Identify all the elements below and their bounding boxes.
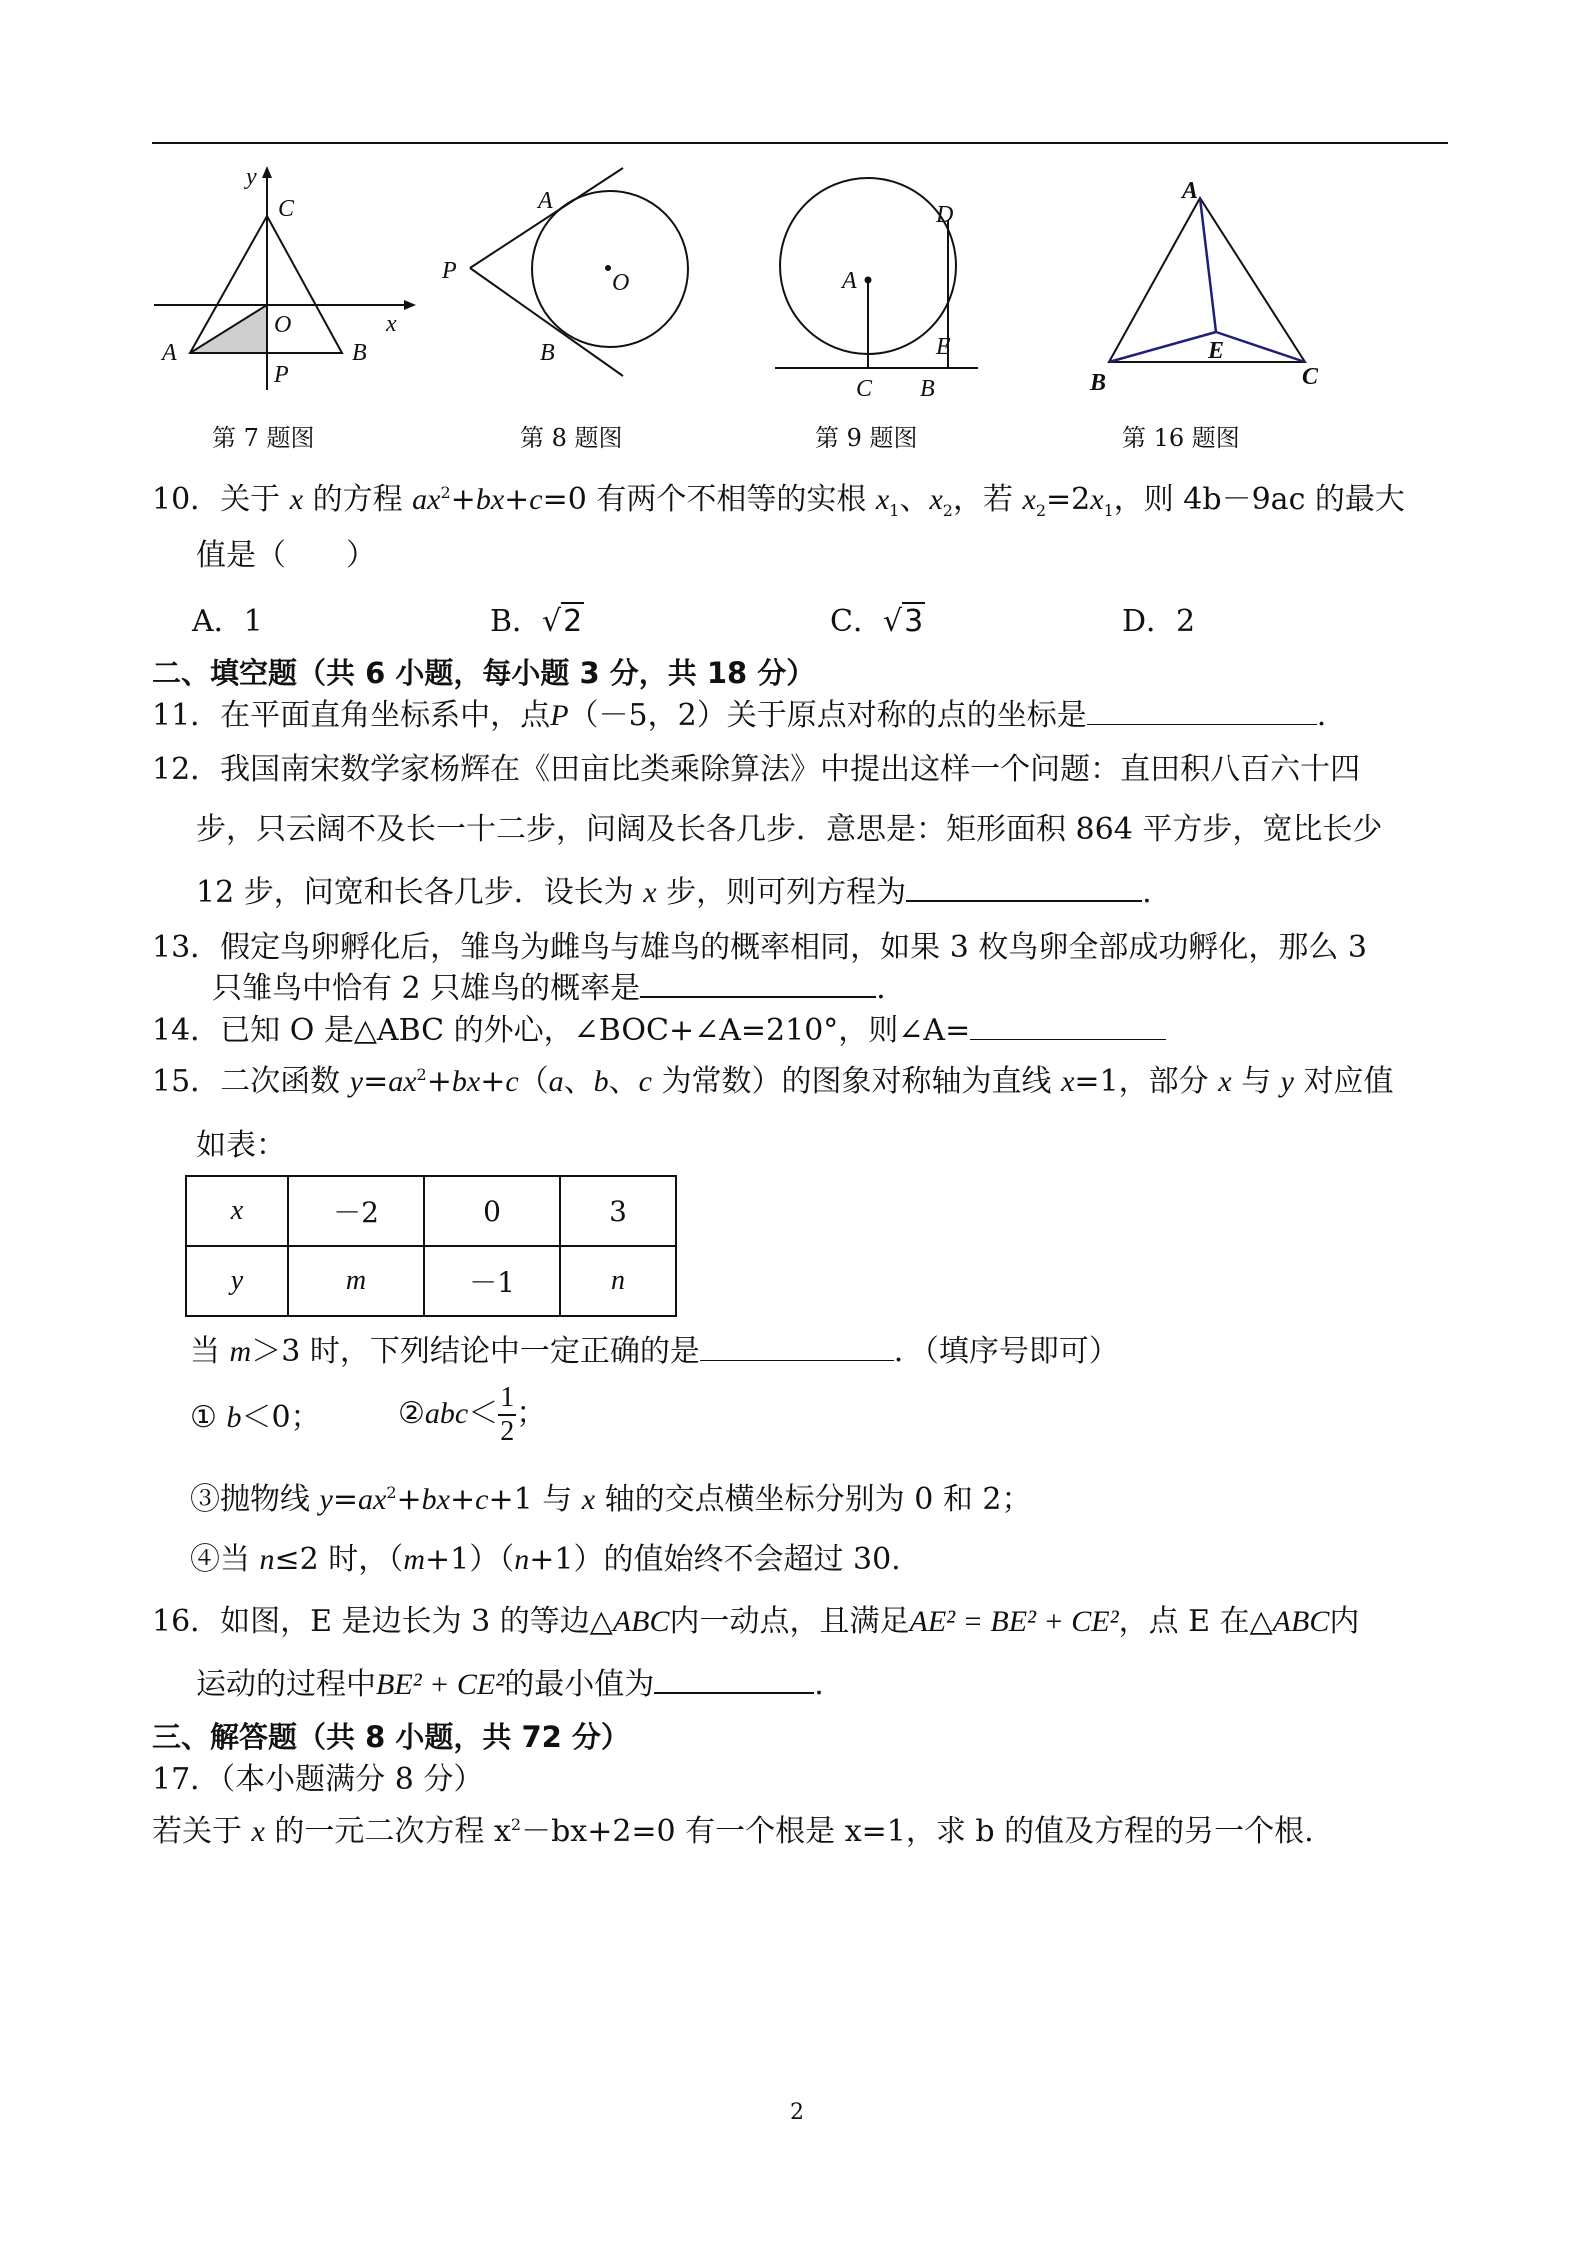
top-rule xyxy=(152,142,1448,144)
question-14: 14．已知 O 是△ABC 的外心，∠BOC+∠A=210°，则∠A= xyxy=(152,1013,1166,1049)
question-17-text: 若关于 x 的一元二次方程 $x^2-bx+2=0$ 有一个根是 x=1，求 b 的值及方程的另一个根. xyxy=(152,1814,1314,1849)
fig9-label-D: D xyxy=(936,202,954,228)
value-table xyxy=(185,1175,677,1317)
figure-8 xyxy=(430,160,700,400)
table-row xyxy=(186,1176,676,1246)
question-12-line-3: 12 步，问宽和长各几步．设长为 x 步，则可列方程为 . xyxy=(196,875,1152,910)
question-16-line-2: 运动的过程中BE² + CE²的最小值为 . xyxy=(196,1667,824,1702)
fig7-label-y: y xyxy=(246,164,257,190)
sqrt-3: √3 xyxy=(882,604,924,639)
table-cell: x xyxy=(186,1176,288,1246)
fig7-label-O: O xyxy=(274,312,292,338)
expression-be-ce: BE² + CE² xyxy=(376,1668,505,1701)
fig7-label-C: C xyxy=(278,196,295,222)
fig9-label-E: E xyxy=(936,334,951,360)
question-13-line-1: 13．假定鸟卵孵化后，雏鸟为雌鸟与雄鸟的概率相同，如果 3 枚鸟卵全部成功孵化，那么 3 xyxy=(152,930,1367,965)
answer-blank-12[interactable] xyxy=(906,874,1142,902)
equation-ae: AE² = BE² + CE² xyxy=(909,1605,1119,1638)
fig7-label-A: A xyxy=(162,340,177,366)
conclusion-1: ① b＜0； xyxy=(190,1400,321,1435)
question-11: 11．在平面直角坐标系中，点P（－5，2）关于原点对称的点的坐标是 . xyxy=(152,698,1327,733)
question-16-line-1: 16．如图，E 是边长为 3 的等边△ABC内一动点，且满足AE² = BE² + CE²，点 E 在△ABC内 xyxy=(152,1604,1360,1639)
fig8-label-A: A xyxy=(538,188,553,214)
section-3-title: 三、解答题（共 8 小题，共 72 分） xyxy=(152,1720,630,1754)
fig8-label-O: O xyxy=(612,270,630,296)
figure-16-caption: 第 16 题图 xyxy=(1122,424,1240,452)
fraction-one-half: $\frac{1}{2}$ xyxy=(500,1382,515,1447)
fig16-label-A: A xyxy=(1182,178,1199,204)
question-12-line-1: 12．我国南宋数学家杨辉在《田亩比类乘除算法》中提出这样一个问题：直田积八百六十四 xyxy=(152,752,1361,787)
fig16-label-B: B xyxy=(1090,370,1107,396)
table-cell: m xyxy=(288,1246,424,1316)
fig8-label-P: P xyxy=(442,258,457,284)
question-15-line-2: 如表： xyxy=(196,1128,286,1163)
question-15-line-1: 15．二次函数 $y=ax^2+bx+c(a$、b、c 为常数）的图象对称轴为直线 x=1，部分 x 与 y 对应值 xyxy=(152,1064,1394,1099)
figure-7 xyxy=(150,160,420,400)
fig7-label-P: P xyxy=(274,362,289,388)
fig16-label-C: C xyxy=(1302,364,1319,390)
figure-16 xyxy=(1080,170,1340,400)
table-cell: y xyxy=(186,1246,288,1316)
figure-9-caption: 第 9 题图 xyxy=(815,424,918,452)
fig7-label-B: B xyxy=(352,340,367,366)
question-17-header: 17．（本小题满分 8 分） xyxy=(152,1762,484,1797)
table-row xyxy=(186,1246,676,1316)
question-13-line-2: 只雏鸟中恰有 2 只雄鸟的概率是 . xyxy=(212,971,886,1006)
table-cell: 3 xyxy=(560,1176,676,1246)
answer-blank-16[interactable] xyxy=(654,1666,814,1694)
conclusion-3: ③抛物线 $y=ax^2+bx+c+1$ 与 x 轴的交点横坐标分别为 0 和 2； xyxy=(190,1482,1032,1517)
option-c: C．√3 xyxy=(830,604,924,639)
table-cell: －2 xyxy=(288,1176,424,1246)
answer-blank-13[interactable] xyxy=(640,970,876,998)
figure-7-caption: 第 7 题图 xyxy=(212,424,315,452)
table-cell: 0 xyxy=(424,1176,560,1246)
option-a: A．1 xyxy=(192,604,263,639)
option-d: D．2 xyxy=(1122,604,1196,639)
table-cell: －1 xyxy=(424,1246,560,1316)
answer-blank-14[interactable] xyxy=(970,1013,1166,1040)
figure-8-caption: 第 8 题图 xyxy=(520,424,623,452)
figure-9 xyxy=(760,160,1010,400)
page-number: 2 xyxy=(790,2100,804,2125)
fig9-label-B: B xyxy=(920,376,935,402)
fig9-label-A: A xyxy=(842,268,857,294)
fig16-label-E: E xyxy=(1208,338,1225,364)
conclusion-2: ②abc＜ $\frac{1}{2}$ ； xyxy=(398,1382,547,1447)
answer-blank-11[interactable] xyxy=(1087,698,1317,725)
fig8-label-B: B xyxy=(540,340,555,366)
section-2-title: 二、填空题（共 6 小题，每小题 3 分，共 18 分） xyxy=(152,656,816,690)
sqrt-2: √2 xyxy=(542,604,583,639)
fig7-label-x: x xyxy=(386,311,397,337)
table-cell: n xyxy=(560,1246,676,1316)
question-12-line-2: 步，只云阔不及长一十二步，问阔及长各几步．意思是：矩形面积 864 平方步，宽比长少 xyxy=(196,812,1383,847)
conclusion-4: ④当 n≤2 时，（m+1）（n+1）的值始终不会超过 30. xyxy=(190,1542,901,1577)
question-10-line-2: 值是（ ） xyxy=(196,538,376,573)
question-15-condition: 当 m＞3 时，下列结论中一定正确的是 ．（填序号即可） xyxy=(190,1334,1119,1369)
option-b: B．√2 xyxy=(490,604,583,639)
question-10-line-1: 10．关于 x 的方程 $ax^2+bx+c=0$ 有两个不相等的实根 $x_1$、$x_2$，若 $x_2=2x_1$，则 4b－9ac 的最大 xyxy=(152,482,1405,520)
fig9-label-C: C xyxy=(856,376,873,402)
answer-blank-15[interactable] xyxy=(700,1334,894,1361)
